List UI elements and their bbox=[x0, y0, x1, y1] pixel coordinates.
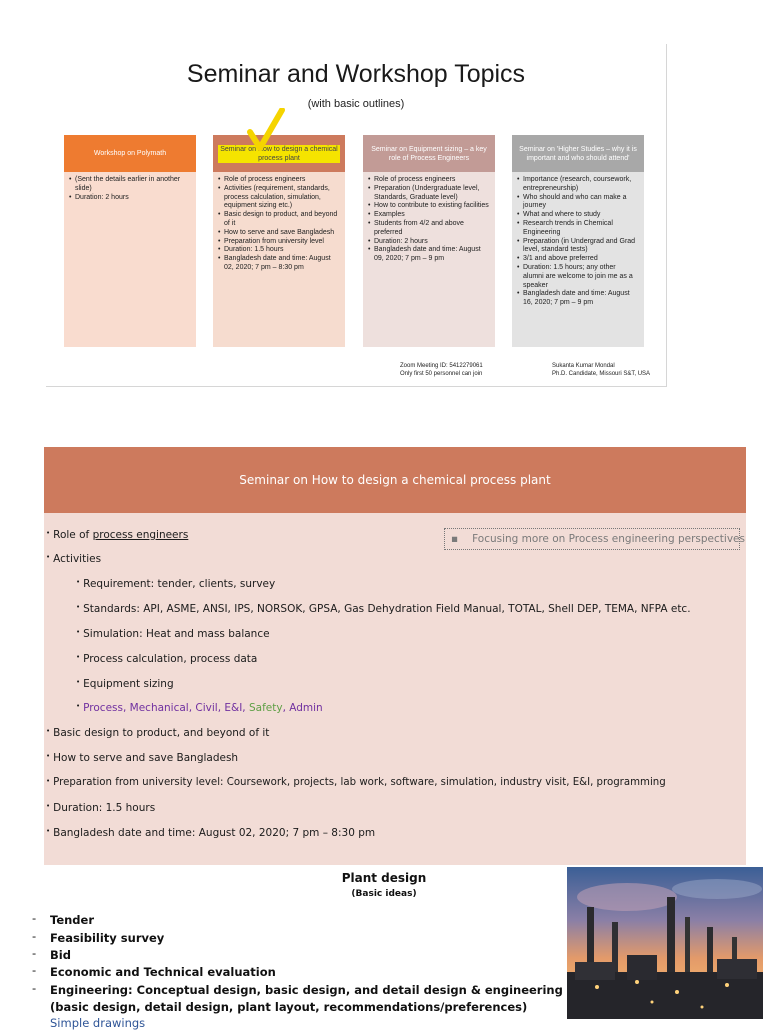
focus-text: Focusing more on Process engineering perspectives bbox=[472, 533, 745, 545]
bullet-activities: • Activities bbox=[46, 553, 102, 565]
topic-bullet: • Preparation from university level bbox=[224, 238, 339, 247]
bullet-text: How to serve and save Bangladesh bbox=[53, 752, 239, 764]
item-text: Economic and Technical evaluation bbox=[50, 965, 276, 979]
slide-subtitle: (with basic outlines) bbox=[307, 98, 405, 110]
bullet-role: • Role of process engineers bbox=[46, 529, 189, 541]
process-plant-slide bbox=[44, 447, 746, 865]
sub-bullet: • Process calculation, process data bbox=[76, 653, 258, 665]
slide-title: Seminar on How to design a chemical process plant bbox=[239, 473, 551, 487]
zoom-capacity: Only first 50 personnel can join bbox=[400, 371, 483, 377]
topic-column-polymath bbox=[64, 135, 196, 347]
topic-bullet: • Bangladesh date and time: August 16, 2020; 7 pm – 9 pm bbox=[523, 290, 638, 308]
highlighted-header-text: Seminar on How to design a chemical process plant bbox=[218, 145, 340, 163]
bullet-text: Simulation: Heat and mass balance bbox=[83, 628, 270, 640]
bullet-text: Process calculation, process data bbox=[83, 653, 258, 665]
bullet-text: Bangladesh date and time: August 02, 2020; 7 pm – 8:30 pm bbox=[53, 827, 376, 839]
focus-callout bbox=[444, 528, 745, 550]
bullet-text: Standards: API, ASME, ANSI, IPS, NORSOK, GPSA, Gas Dehydration Field Manual, TOTAL, Shell DEP, TEMA, NFPA etc. bbox=[83, 603, 691, 615]
bullet-text: Requirement: tender, clients, survey bbox=[83, 578, 276, 590]
topic-header: Workshop on Polymath bbox=[64, 135, 196, 172]
bullet: • How to serve and save Bangladesh bbox=[46, 752, 239, 764]
topic-bullet: • 3/1 and above preferred bbox=[523, 255, 638, 264]
topic-header: Seminar on 'Higher Studies – why it is important and who should attend' bbox=[512, 135, 644, 172]
topic-bullet: • Students from 4/2 and above preferred bbox=[374, 220, 489, 238]
zoom-meeting-id: Zoom Meeting ID: 5412279061 bbox=[400, 363, 483, 369]
bullet-text: Activities bbox=[53, 553, 102, 565]
topic-bullet: • Basic design to product, and beyond of it bbox=[224, 211, 339, 229]
topic-bullet: • (Sent the details earlier in another slide) bbox=[75, 176, 190, 194]
safety-text: Safety bbox=[248, 702, 283, 714]
topic-bullet: • Bangladesh date and time: August 09, 2020; 7 pm – 9 pm bbox=[374, 246, 489, 264]
plant-design-item: - Engineering: Conceptual design, basic design, and detail design & engineering bbox=[32, 981, 563, 997]
topic-bullet: • What and where to study bbox=[523, 211, 638, 220]
topic-bullet: • How to contribute to existing facilities bbox=[374, 202, 489, 211]
refinery-photo bbox=[567, 867, 763, 1019]
bullet-text: Duration: 1.5 hours bbox=[53, 802, 156, 814]
item-text: Engineering: Conceptual design, basic design, and detail design & engineering bbox=[50, 983, 563, 997]
topics-slide bbox=[46, 44, 667, 387]
zoom-note bbox=[400, 362, 483, 378]
topic-column-higher-studies bbox=[512, 135, 644, 347]
topic-bullet: • Activities (requirement, standards, process calculation, simulation, equipment sizing etc.) bbox=[224, 185, 339, 211]
bullet-text: Equipment sizing bbox=[83, 678, 174, 690]
sub-bullet: • Requirement: tender, clients, survey bbox=[76, 578, 276, 590]
topic-column-equipment-sizing bbox=[363, 135, 495, 347]
plant-design-item: - Feasibility survey bbox=[32, 929, 165, 945]
speaker-note bbox=[552, 362, 650, 378]
bullet-icon: ▪ bbox=[451, 533, 459, 545]
bullet-text: Role of bbox=[53, 529, 93, 541]
bullet-text: Preparation from university level: Coursework, projects, lab work, software, simulation, industry visit, E&I, programming bbox=[53, 777, 666, 788]
topic-column-process-plant bbox=[213, 135, 345, 347]
process-engineers-link[interactable]: process engineers bbox=[92, 529, 189, 541]
bullet: • Preparation from university level: Coursework, projects, lab work, software, simulation, industry visit, E&I, programming bbox=[46, 777, 666, 788]
disciplines-text: Process, Mechanical, Civil, E&I, bbox=[83, 702, 249, 714]
topic-body bbox=[213, 172, 345, 347]
bullet: • Bangladesh date and time: August 02, 2020; 7 pm – 8:30 pm bbox=[46, 827, 376, 839]
speaker-name: Sukanta Kumar Mondal bbox=[552, 363, 615, 369]
topic-bullet: • Bangladesh date and time: August 02, 2020; 7 pm – 8:30 pm bbox=[224, 255, 339, 273]
sub-bullet: • Simulation: Heat and mass balance bbox=[76, 628, 270, 640]
topic-bullet: • Role of process engineers bbox=[224, 176, 339, 185]
simple-drawings-text: Simple drawings bbox=[50, 1016, 146, 1030]
topic-bullet: • Preparation (Undergraduate level, Standards, Graduate level) bbox=[374, 185, 489, 203]
topic-bullet: • Importance (research, coursework, entrepreneurship) bbox=[523, 176, 638, 194]
sub-bullet: • Equipment sizing bbox=[76, 678, 174, 690]
item-text: Tender bbox=[50, 913, 95, 927]
plant-design-subtitle: (Basic ideas) bbox=[351, 889, 417, 899]
admin-text: , Admin bbox=[282, 702, 323, 714]
item-text: Bid bbox=[50, 948, 71, 962]
plant-design-continuation: (basic design, detail design, plant layout, recommendations/preferences) bbox=[50, 1000, 528, 1014]
topic-bullet: • Duration: 1.5 hours; any other alumni are welcome to join me as a speaker bbox=[523, 264, 638, 290]
plant-design-item: - Tender bbox=[32, 911, 95, 927]
plant-design-item: - Economic and Technical evaluation bbox=[32, 963, 276, 979]
topic-bullet: • Role of process engineers bbox=[374, 176, 489, 185]
slide-title: Seminar and Workshop Topics bbox=[186, 60, 526, 88]
topic-bullet: • Research trends in Chemical Engineering bbox=[523, 220, 638, 238]
speaker-title: Ph.D. Candidate, Missouri S&T, USA bbox=[552, 371, 651, 377]
sub-bullet-disciplines: • Process, Mechanical, Civil, E&I, Safety, Admin bbox=[76, 702, 323, 714]
plant-design-title: Plant design bbox=[341, 871, 427, 885]
topic-bullet: • Preparation (in Undergrad and Grad level, standard tests) bbox=[523, 238, 638, 256]
topic-body bbox=[363, 172, 495, 347]
topic-bullet: • Examples bbox=[374, 211, 489, 220]
sub-bullet: • Standards: API, ASME, ANSI, IPS, NORSOK, GPSA, Gas Dehydration Field Manual, TOTAL, Shell DEP, TEMA, NFPA etc. bbox=[76, 603, 691, 615]
item-text: Feasibility survey bbox=[50, 931, 165, 945]
topic-bullet: • Duration: 2 hours bbox=[374, 238, 489, 247]
checkmark-icon bbox=[246, 108, 286, 152]
bullet: • Duration: 1.5 hours bbox=[46, 802, 156, 814]
topic-bullet: • Duration: 2 hours bbox=[75, 194, 190, 203]
slide-header bbox=[44, 447, 746, 513]
topic-bullet: • Duration: 1.5 hours bbox=[224, 246, 339, 255]
topic-body bbox=[64, 172, 196, 347]
plant-design-item: - Bid bbox=[32, 946, 71, 962]
topic-header: Seminar on Equipment sizing – a key role of Process Engineers bbox=[363, 135, 495, 172]
topic-body bbox=[512, 172, 644, 347]
bullet: • Basic design to product, and beyond of it bbox=[46, 727, 270, 739]
bullet-text: Basic design to product, and beyond of it bbox=[53, 727, 270, 739]
topic-bullet: • How to serve and save Bangladesh bbox=[224, 229, 339, 238]
topic-bullet: • Who should and who can make a journey bbox=[523, 194, 638, 212]
